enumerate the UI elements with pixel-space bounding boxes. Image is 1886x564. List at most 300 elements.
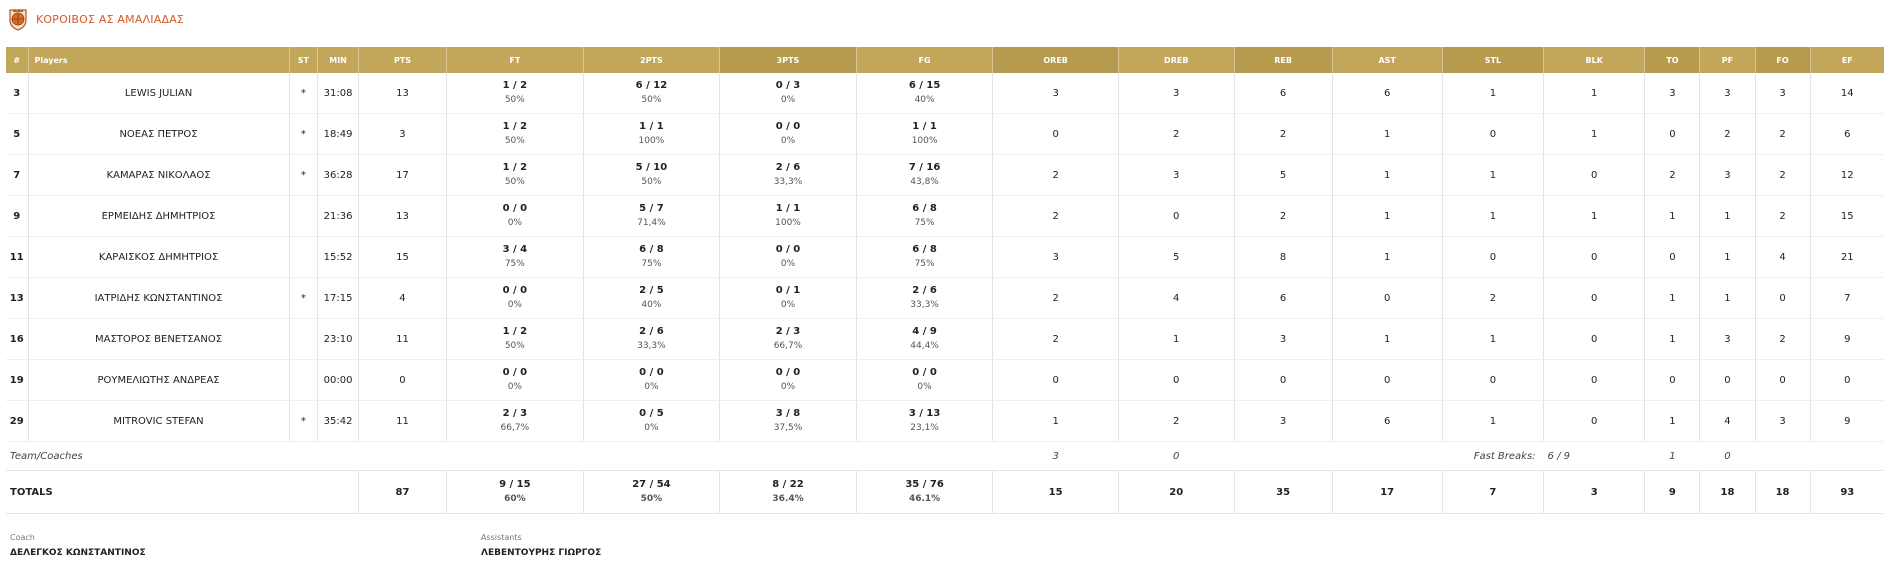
ft-made: 1 / 2 [502,162,528,173]
three-made: 0 / 0 [775,367,801,378]
player-min: 21:36 [318,196,359,237]
ft-made: 1 / 2 [502,80,528,91]
team-reb [1234,442,1332,471]
fg-pct: 75% [914,259,935,269]
player-dreb: 4 [1118,278,1234,319]
totals-pf: 18 [1700,471,1755,514]
player-blk: 0 [1544,401,1645,442]
player-3pts [720,237,857,278]
three-made: 0 / 0 [775,121,801,132]
totals-fo: 18 [1755,471,1810,514]
two-pct: 40% [641,300,662,310]
player-fo: 0 [1755,278,1810,319]
ft-pct: 66,7% [500,423,530,433]
totals-3pts [720,471,857,514]
totals-two-made: 27 / 54 [632,479,671,490]
player-dreb: 3 [1118,155,1234,196]
player-min: 23:10 [318,319,359,360]
col-2pts: 2PTS [583,47,720,73]
fg-made: 6 / 8 [912,244,937,255]
player-2pts [583,278,720,319]
player-ef: 15 [1810,196,1884,237]
player-2pts [583,196,720,237]
player-min: 31:08 [318,73,359,114]
totals-to: 9 [1645,471,1700,514]
assistant-name: ΛΕΒΕΝΤΟΥΡΗΣ ΓΙΩΡΓΟΣ [481,548,602,558]
team-coaches-label: Team/Coaches [6,442,993,471]
player-dreb: 3 [1118,73,1234,114]
three-pct: 33,3% [773,177,803,187]
totals-ft-made: 9 / 15 [499,479,531,490]
player-pf: 1 [1700,196,1755,237]
ft-made: 0 / 0 [502,367,528,378]
player-2pts [583,114,720,155]
totals-two-pct: 50% [640,494,663,504]
player-oreb: 1 [993,401,1119,442]
player-pts: 11 [358,319,446,360]
player-fo: 2 [1755,155,1810,196]
team-coaches-row [6,442,1884,471]
ft-pct: 50% [504,136,525,146]
player-ast: 1 [1332,155,1442,196]
player-reb: 8 [1234,237,1332,278]
player-fg [856,360,993,401]
ft-pct: 0% [507,300,522,310]
two-pct: 50% [641,95,662,105]
col-ast: AST [1332,47,1442,73]
player-pf: 3 [1700,155,1755,196]
two-made: 1 / 1 [639,121,664,132]
player-fo: 2 [1755,196,1810,237]
fg-made: 7 / 16 [908,162,941,173]
player-blk: 1 [1544,73,1645,114]
two-pct: 71,4% [637,218,666,228]
three-made: 0 / 3 [775,80,801,91]
ft-pct: 50% [504,341,525,351]
player-3pts [720,196,857,237]
assistants-label: Assistants [481,533,522,542]
fg-made: 6 / 15 [908,80,941,91]
two-pct: 100% [638,136,665,146]
player-row [6,73,1884,114]
team-name[interactable]: ΚΟΡΟΙΒΟΣ ΑΣ ΑΜΑΛΙΑΔΑΣ [36,12,185,26]
fg-made: 2 / 6 [912,285,937,296]
player-3pts [720,319,857,360]
ft-made: 3 / 4 [502,244,528,255]
player-number: 3 [6,73,28,114]
three-pct: 0% [780,95,796,105]
player-ef: 9 [1810,319,1884,360]
player-number: 29 [6,401,28,442]
fg-pct: 100% [911,136,938,146]
player-to: 1 [1645,196,1700,237]
player-ef: 14 [1810,73,1884,114]
player-name[interactable]: MITROVIC STEFAN [28,401,289,442]
player-fo: 3 [1755,73,1810,114]
assistants-block [481,533,601,558]
player-2pts [583,237,720,278]
col-min: MIN [318,47,359,73]
player-name[interactable]: LEWIS JULIAN [28,73,289,114]
totals-ft [447,471,584,514]
player-min: 35:42 [318,401,359,442]
player-min: 00:00 [318,360,359,401]
player-ft [447,114,584,155]
player-stl: 1 [1442,196,1543,237]
player-pts: 0 [358,360,446,401]
player-oreb: 0 [993,114,1119,155]
player-blk: 0 [1544,319,1645,360]
player-row [6,237,1884,278]
player-row [6,360,1884,401]
three-pct: 0% [780,382,796,392]
player-fo: 4 [1755,237,1810,278]
player-number: 16 [6,319,28,360]
player-ef: 12 [1810,155,1884,196]
totals-fg-made: 35 / 76 [905,479,944,490]
ft-made: 0 / 0 [502,285,528,296]
player-stl: 1 [1442,401,1543,442]
player-pts: 17 [358,155,446,196]
player-ast: 1 [1332,196,1442,237]
starter-mark [289,319,318,360]
fg-pct: 75% [914,218,935,228]
ft-made: 1 / 2 [502,326,528,337]
player-blk: 0 [1544,237,1645,278]
player-ast: 1 [1332,237,1442,278]
player-ef: 9 [1810,401,1884,442]
three-made: 1 / 1 [775,203,801,214]
player-dreb: 0 [1118,360,1234,401]
player-to: 3 [1645,73,1700,114]
player-number: 13 [6,278,28,319]
two-pct: 0% [644,423,659,433]
player-stl: 1 [1442,73,1543,114]
team-to: 1 [1645,442,1700,471]
fast-breaks-label: Fast Breaks: [1332,442,1543,471]
player-blk: 0 [1544,155,1645,196]
starter-mark [289,196,318,237]
two-made: 6 / 12 [635,80,668,91]
player-fg [856,155,993,196]
player-name[interactable]: ΚΑΡΑΙΣΚΟΣ ΔΗΜΗΤΡΙΟΣ [28,237,289,278]
player-ft [447,278,584,319]
col-reb: REB [1234,47,1332,73]
player-blk: 1 [1544,196,1645,237]
two-pct: 50% [641,177,662,187]
player-fo: 0 [1755,360,1810,401]
player-fg [856,237,993,278]
player-row [6,155,1884,196]
player-pf: 2 [1700,114,1755,155]
fast-breaks-value: 6 / 9 [1544,442,1645,471]
two-made: 6 / 8 [639,244,664,255]
player-min: 15:52 [318,237,359,278]
player-reb: 6 [1234,278,1332,319]
totals-three-made: 8 / 22 [772,479,804,490]
fg-made: 1 / 1 [912,121,937,132]
player-to: 0 [1645,360,1700,401]
player-3pts [720,278,857,319]
player-pts: 15 [358,237,446,278]
player-to: 0 [1645,237,1700,278]
player-pf: 3 [1700,73,1755,114]
player-pf: 4 [1700,401,1755,442]
ft-made: 0 / 0 [502,203,528,214]
fg-made: 6 / 8 [912,203,937,214]
player-ft [447,360,584,401]
player-ast: 1 [1332,319,1442,360]
player-min: 36:28 [318,155,359,196]
ft-pct: 75% [504,259,525,269]
three-pct: 0% [780,136,796,146]
player-dreb: 2 [1118,401,1234,442]
player-stl: 0 [1442,360,1543,401]
starter-mark: * [289,155,318,196]
totals-blk: 3 [1544,471,1645,514]
two-made: 5 / 10 [635,162,668,173]
player-to: 1 [1645,278,1700,319]
three-made: 0 / 1 [775,285,801,296]
two-made: 0 / 0 [639,367,664,378]
col-st: ST [289,47,318,73]
player-ft [447,196,584,237]
col-ef: EF [1810,47,1884,73]
col-players: Players [28,47,289,73]
player-ef: 6 [1810,114,1884,155]
player-3pts [720,155,857,196]
two-made: 2 / 6 [639,326,664,337]
totals-three-pct: 36.4% [772,494,804,504]
two-pct: 0% [644,382,659,392]
coach-block [10,533,146,558]
player-name[interactable]: ΝΟΕΑΣ ΠΕΤΡΟΣ [28,114,289,155]
player-oreb: 0 [993,360,1119,401]
player-3pts [720,114,857,155]
player-pf: 0 [1700,360,1755,401]
three-pct: 66,7% [773,341,803,351]
totals-row [6,471,1884,514]
fg-pct: 43,8% [910,177,939,187]
player-name[interactable]: ΙΑΤΡΙΔΗΣ ΚΩΝΣΤΑΝΤΙΝΟΣ [28,278,289,319]
fg-pct: 23,1% [910,423,939,433]
player-pf: 1 [1700,237,1755,278]
player-ft [447,319,584,360]
player-to: 0 [1645,114,1700,155]
fg-made: 4 / 9 [912,326,937,337]
fg-pct: 0% [917,382,932,392]
player-name[interactable]: ΕΡΜΕΙΔΗΣ ΔΗΜΗΤΡΙΟΣ [28,196,289,237]
fg-pct: 44,4% [910,341,939,351]
col-fg: FG [856,47,993,73]
player-pts: 13 [358,73,446,114]
player-oreb: 2 [993,155,1119,196]
player-ast: 6 [1332,401,1442,442]
player-ft [447,237,584,278]
player-row [6,319,1884,360]
totals-dreb: 20 [1118,471,1234,514]
player-ef: 0 [1810,360,1884,401]
team-pf: 0 [1700,442,1755,471]
player-oreb: 2 [993,196,1119,237]
coach-name: ΔΕΛΕΓΚΟΣ ΚΩΝΣΤΑΝΤΙΝΟΣ [10,548,146,558]
boxscore-table [6,47,1884,514]
player-ast: 0 [1332,278,1442,319]
ft-pct: 0% [507,218,522,228]
player-2pts [583,73,720,114]
fg-made: 3 / 13 [908,408,941,419]
ft-pct: 0% [507,382,522,392]
player-oreb: 2 [993,278,1119,319]
player-min: 18:49 [318,114,359,155]
player-fo: 2 [1755,319,1810,360]
player-2pts [583,360,720,401]
player-fg [856,114,993,155]
totals-fg [856,471,993,514]
fg-pct: 33,3% [910,300,939,310]
totals-2pts [583,471,720,514]
player-3pts [720,360,857,401]
player-reb: 2 [1234,196,1332,237]
starter-mark: * [289,73,318,114]
player-stl: 1 [1442,155,1543,196]
player-dreb: 0 [1118,196,1234,237]
player-pf: 1 [1700,278,1755,319]
player-name[interactable]: ΡΟΥΜΕΛΙΩΤΗΣ ΑΝΔΡΕΑΣ [28,360,289,401]
totals-reb: 35 [1234,471,1332,514]
player-2pts [583,319,720,360]
player-fo: 2 [1755,114,1810,155]
two-pct: 33,3% [637,341,666,351]
two-made: 5 / 7 [639,203,664,214]
player-min: 17:15 [318,278,359,319]
col-dreb: DREB [1118,47,1234,73]
player-row [6,401,1884,442]
col-fo: FO [1755,47,1810,73]
player-fg [856,319,993,360]
player-reb: 5 [1234,155,1332,196]
player-3pts [720,73,857,114]
player-stl: 0 [1442,114,1543,155]
player-oreb: 2 [993,319,1119,360]
player-to: 2 [1645,155,1700,196]
player-fg [856,196,993,237]
team-header [6,6,184,32]
three-pct: 0% [780,300,796,310]
starter-mark [289,237,318,278]
player-pts: 4 [358,278,446,319]
player-blk: 0 [1544,278,1645,319]
two-made: 0 / 5 [639,408,664,419]
player-row [6,278,1884,319]
player-pts: 11 [358,401,446,442]
player-3pts [720,401,857,442]
totals-fg-pct: 46.1% [908,494,941,504]
player-row [6,196,1884,237]
player-ast: 1 [1332,114,1442,155]
player-to: 1 [1645,401,1700,442]
team-logo-icon [6,7,30,31]
player-number: 11 [6,237,28,278]
totals-ast: 17 [1332,471,1442,514]
player-ast: 6 [1332,73,1442,114]
player-number: 19 [6,360,28,401]
fg-made: 0 / 0 [912,367,937,378]
totals-stl: 7 [1442,471,1543,514]
player-number: 5 [6,114,28,155]
fg-pct: 40% [914,95,935,105]
player-ft [447,401,584,442]
player-reb: 3 [1234,401,1332,442]
col-blk: BLK [1544,47,1645,73]
coach-label: Coach [10,533,35,542]
table-header-row [6,47,1884,73]
player-ef: 21 [1810,237,1884,278]
player-name[interactable]: ΜΑΣΤΟΡΟΣ ΒΕΝΕΤΣΑΝΟΣ [28,319,289,360]
player-name[interactable]: ΚΑΜΑΡΑΣ ΝΙΚΟΛΑΟΣ [28,155,289,196]
col-num: # [6,47,28,73]
player-2pts [583,401,720,442]
ft-pct: 50% [504,177,525,187]
player-pts: 13 [358,196,446,237]
player-ft [447,73,584,114]
team-ef [1810,442,1884,471]
totals-label: TOTALS [6,471,358,514]
player-fg [856,278,993,319]
totals-ft-pct: 60% [504,494,526,504]
col-stl: STL [1442,47,1543,73]
player-stl: 0 [1442,237,1543,278]
player-fg [856,401,993,442]
team-dreb: 0 [1118,442,1234,471]
col-pf: PF [1700,47,1755,73]
player-blk: 1 [1544,114,1645,155]
totals-pts: 87 [358,471,446,514]
player-reb: 6 [1234,73,1332,114]
three-pct: 0% [780,259,796,269]
player-reb: 0 [1234,360,1332,401]
player-to: 1 [1645,319,1700,360]
player-oreb: 3 [993,237,1119,278]
col-oreb: OREB [993,47,1119,73]
player-ef: 7 [1810,278,1884,319]
player-ft [447,155,584,196]
player-reb: 2 [1234,114,1332,155]
starter-mark: * [289,114,318,155]
ft-made: 1 / 2 [502,121,528,132]
player-oreb: 3 [993,73,1119,114]
ft-pct: 50% [504,95,525,105]
player-pf: 3 [1700,319,1755,360]
player-dreb: 5 [1118,237,1234,278]
player-blk: 0 [1544,360,1645,401]
three-made: 2 / 3 [775,326,801,337]
totals-oreb: 15 [993,471,1119,514]
player-number: 7 [6,155,28,196]
two-pct: 75% [641,259,662,269]
col-to: TO [1645,47,1700,73]
three-pct: 100% [775,218,801,228]
player-fo: 3 [1755,401,1810,442]
starter-mark: * [289,278,318,319]
three-made: 0 / 0 [775,244,801,255]
three-made: 2 / 6 [775,162,801,173]
starter-mark: * [289,401,318,442]
three-made: 3 / 8 [775,408,801,419]
starter-mark [289,360,318,401]
player-number: 9 [6,196,28,237]
player-dreb: 1 [1118,319,1234,360]
